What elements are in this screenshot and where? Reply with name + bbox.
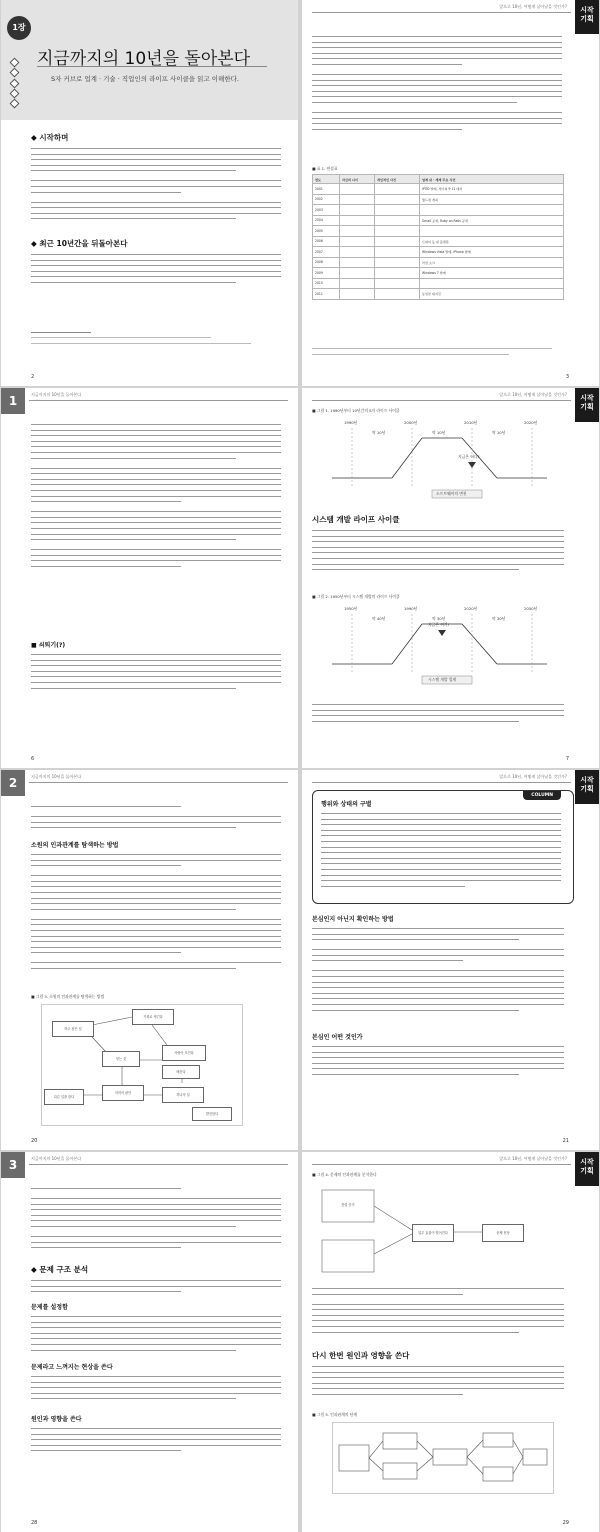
spread-4 (0, 1150, 600, 1532)
body-text-block (312, 36, 562, 134)
page-20 (1, 770, 298, 1150)
section-heading: ◆ 시작하며 (31, 133, 69, 142)
table-cell (375, 184, 420, 195)
table-row (313, 278, 564, 289)
table-cell: 월드컵 개최 (420, 194, 564, 205)
page-29 (302, 1152, 599, 1532)
diamond-icon (10, 98, 20, 108)
spread-1 (0, 0, 600, 386)
table-cell (340, 184, 375, 195)
table-cell: 리먼 쇼크 (420, 257, 564, 268)
table-row (313, 257, 564, 268)
span-label: 약 10년 (372, 430, 386, 435)
table-cell (340, 257, 375, 268)
span-label: 약 30년 (432, 616, 446, 621)
figure-sublabel: 시스템 개발 업계 (428, 677, 457, 682)
body-text-block (31, 424, 281, 571)
table-header: 업계 내 · 세계 주요 사건 (420, 175, 564, 184)
table-cell: 2003 (313, 205, 340, 216)
chapter-title: 지금까지의 10년을 돌아본다 (37, 49, 251, 69)
page-number: 2 (31, 374, 35, 380)
chapter-badge: 1장 (7, 16, 31, 40)
page-number: 6 (31, 756, 35, 762)
subheading: 문제를 설정함 (31, 1304, 68, 1311)
subheading: 본심인지 아닌지 확인하는 방법 (312, 916, 394, 923)
table-cell: Windows 7 발매 (420, 268, 564, 279)
running-header: 지금까지의 10년을 돌아본다 (31, 1156, 82, 1161)
header-rule (312, 1164, 571, 1165)
table-row (313, 236, 564, 247)
table-cell (340, 226, 375, 237)
body-text-block (31, 654, 281, 693)
flow-diagram (332, 1422, 554, 1494)
diamond-ornaments (11, 56, 18, 110)
subheading: 소원의 인과관계를 탐색하는 방법 (31, 842, 119, 849)
figure-2-labels (312, 602, 562, 694)
title-divider (37, 66, 267, 67)
section-tab: 시작 기획 (575, 770, 599, 804)
diamond-icon (10, 68, 20, 78)
page-number: 3 (565, 374, 569, 380)
figure-caption: ■ 그림 2. 1950년부터 시스템 개발의 라이프 사이클 (312, 594, 400, 599)
table-cell (375, 205, 420, 216)
header-rule (29, 782, 288, 783)
chapter-tab: 1 (1, 388, 25, 414)
table-cell: 2008 (313, 257, 340, 268)
body-text-block (31, 148, 281, 224)
page-number: 21 (562, 1138, 569, 1144)
subheading: 본심인 어떤 것인가 (312, 1034, 363, 1041)
figure-sublabel: 소프트웨어의 변천 (436, 491, 467, 496)
span-label: 약 30년 (492, 616, 506, 621)
spread-2 (0, 386, 600, 768)
chapter-subtitle: S자 커브로 업계 · 기술 · 직업인의 라이프 사이클을 읽고 이해한다. (51, 75, 239, 83)
table-cell (340, 194, 375, 205)
section-heading: 시스템 개발 라이프 사이클 (312, 515, 400, 524)
table-cell: 2006 (313, 236, 340, 247)
table-cell (420, 278, 564, 289)
subheading: 원인과 영향을 쓴다 (31, 1416, 82, 1423)
header-rule (312, 782, 571, 783)
table-cell (340, 215, 375, 226)
diagram-node: 의미의 판단 (102, 1085, 144, 1101)
year-label: 1990년 (344, 420, 358, 425)
diamond-icon (10, 88, 20, 98)
page-6 (1, 388, 298, 768)
figure-caption: ■ 그림 3. 소원의 인과관계를 탐색하는 방법 (31, 994, 105, 999)
running-header: 앞으로 10년, 어떻게 살아남을 것인가? (499, 392, 567, 397)
table-cell: 2009 (313, 268, 340, 279)
page-number: 29 (562, 1520, 569, 1526)
span-label: 약 10년 (432, 430, 446, 435)
header-rule (312, 12, 571, 13)
table-cell (340, 278, 375, 289)
page-number: 7 (565, 756, 569, 762)
body-text-block (31, 854, 281, 974)
body-text-block (312, 1366, 564, 1400)
body-text-block (31, 1280, 281, 1297)
table-cell: 2011 (313, 289, 340, 300)
table-row (313, 268, 564, 279)
figure-caption: ■ 그림 5. 인과관계의 단계 (312, 1412, 358, 1417)
diagram-flow (333, 1423, 553, 1493)
spread-3 (0, 768, 600, 1150)
footnotes (31, 337, 251, 348)
column-box (312, 790, 574, 904)
table-cell (375, 257, 420, 268)
page-7 (302, 388, 599, 768)
diagram-node: 업무 효율이 떨어진다 (412, 1224, 454, 1242)
diagram-node: 잔업 증가 (326, 1200, 370, 1210)
diamond-icon (10, 58, 20, 68)
chapter-tab: 3 (1, 1152, 25, 1178)
header-rule (312, 400, 571, 401)
subheading: 문제라고 느껴지는 현상을 쓴다 (31, 1364, 113, 1371)
table-cell: 2007 (313, 247, 340, 258)
table-cell: iPOD 발매, 세기의 9·11 테러 (420, 184, 564, 195)
footnote-rule (31, 332, 91, 333)
body-text-block (31, 806, 281, 833)
diagram-node: 문제 현상 (482, 1224, 524, 1242)
year-table (312, 174, 564, 300)
diagram-node: 얻는 것 (102, 1051, 140, 1067)
body-text-block (31, 1376, 281, 1404)
table-cell: 2010 (313, 278, 340, 289)
section-tab: 시작 기획 (575, 388, 599, 422)
section-heading: 다시 한번 원인과 영향을 쓴다 (312, 1351, 410, 1360)
footnotes (312, 348, 552, 359)
page-21 (302, 770, 599, 1150)
span-label: 약 10년 (492, 430, 506, 435)
table-cell (375, 289, 420, 300)
table-cell: Gmail 공개, Ruby on Rails 공개 (420, 215, 564, 226)
position-label: 지금은 여기? (428, 622, 450, 627)
subheading: ■ 쇠퇴기(?) (31, 642, 66, 649)
problem-diagram (312, 1180, 562, 1280)
running-header: 지금까지의 10년을 돌아본다 (31, 392, 82, 397)
table-cell (375, 278, 420, 289)
section-heading: ◆ 최근 10년간을 뒤돌아본다 (31, 239, 128, 248)
running-header: 앞으로 10년, 어떻게 살아남을 것인가? (499, 1156, 567, 1161)
running-header: 앞으로 10년, 어떻게 살아남을 것인가? (499, 4, 567, 9)
figure-caption: ■ 그림 4. 문제의 인과관계를 분석한다 (312, 1172, 377, 1177)
section-tab: 시작 기획 (575, 0, 599, 34)
body-text-block (312, 1046, 564, 1080)
table-cell: 2005 (313, 226, 340, 237)
year-label: 2020년 (524, 420, 538, 425)
table-cell (375, 194, 420, 205)
header-rule (29, 1164, 288, 1165)
table-cell: 동일본 대지진 (420, 289, 564, 300)
table-cell (420, 205, 564, 216)
table-row (313, 194, 564, 205)
page-3 (302, 0, 599, 386)
span-label: 약 40년 (372, 616, 386, 621)
table-cell (340, 289, 375, 300)
table-cell (375, 268, 420, 279)
table-cell (340, 236, 375, 247)
table-cell (420, 226, 564, 237)
running-header: 지금까지의 10년을 돌아본다 (31, 774, 82, 779)
table-cell: 2001 (313, 184, 340, 195)
figure-1-labels (312, 416, 562, 508)
diagram-node: 사람이 모인다 (162, 1045, 206, 1061)
section-tab: 시작 기획 (575, 1152, 599, 1186)
table-cell (375, 215, 420, 226)
body-text-block (31, 1188, 281, 1253)
table-header: 개인적인 사건 (375, 175, 420, 184)
table-row (313, 289, 564, 300)
body-text-block (312, 1288, 564, 1337)
table-row (313, 184, 564, 195)
table-row (313, 205, 564, 216)
figure-caption: ■ 그림 1. 1990년부터 10년간의 S자 라이프 사이클 (312, 408, 400, 413)
body-text-block (31, 254, 281, 288)
body-text-block (31, 1428, 281, 1456)
causal-diagram (41, 1004, 243, 1126)
diagram-node: 배운다 (162, 1065, 200, 1079)
table-header: 연도 (313, 175, 340, 184)
body-text-block (312, 530, 564, 575)
year-label: 1950년 (344, 606, 358, 611)
table-header: 자신의 나이 (340, 175, 375, 184)
table-cell (340, 205, 375, 216)
year-label: 2050년 (524, 606, 538, 611)
year-label: 2010년 (464, 420, 478, 425)
diagram-node: 다른 일을 한다 (44, 1089, 84, 1105)
table-cell (340, 247, 375, 258)
page-2 (1, 0, 298, 386)
table-caption: ■ 표 1. 연결표 (312, 166, 338, 171)
page-number: 20 (31, 1138, 38, 1144)
running-header: 앞으로 10년, 어떻게 살아남을 것인가? (499, 774, 567, 779)
body-text-block (31, 1316, 281, 1355)
table-cell (375, 247, 420, 258)
diagram-node: 하고 싶은 일 (52, 1021, 94, 1037)
table-cell: Windows Vista 발매, iPhone 발매 (420, 247, 564, 258)
position-label: 지금은 어디? (458, 454, 480, 459)
section-heading: ◆ 문제 구조 분석 (31, 1265, 89, 1274)
table-cell: 2002 (313, 194, 340, 205)
column-text (321, 813, 561, 891)
table-cell (340, 268, 375, 279)
table-row (313, 215, 564, 226)
column-tag: COLUMN (523, 791, 561, 800)
year-label: 1990년 (404, 606, 418, 611)
table-cell: 2004 (313, 215, 340, 226)
body-text-block (312, 928, 564, 1015)
diagram-node: 하나의 일 (162, 1087, 204, 1103)
table-row (313, 226, 564, 237)
diagram-node: 발전한다 (192, 1107, 232, 1121)
body-text-block (312, 704, 564, 726)
table-row (313, 247, 564, 258)
table-cell: 트위터 등 새 플랫폼 (420, 236, 564, 247)
page-28 (1, 1152, 298, 1532)
chapter-tab: 2 (1, 770, 25, 796)
page-number: 28 (31, 1520, 38, 1526)
year-label: 2020년 (464, 606, 478, 611)
column-title: 행위와 상태의 구별 (321, 801, 372, 808)
header-rule (29, 400, 288, 401)
diagram-node: 기회로 생긴다 (132, 1009, 174, 1025)
table-cell (375, 236, 420, 247)
diamond-icon (10, 78, 20, 88)
year-label: 2000년 (404, 420, 418, 425)
table-cell (375, 226, 420, 237)
